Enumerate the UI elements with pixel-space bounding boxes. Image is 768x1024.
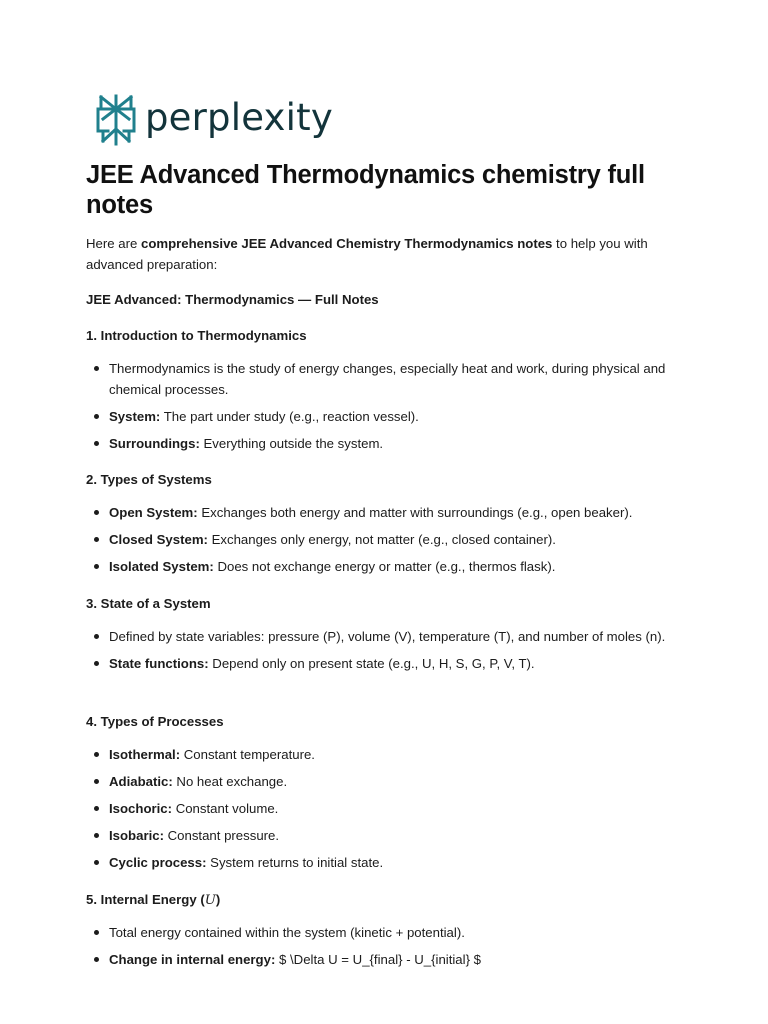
list-item (86, 529, 686, 550)
section-heading-close: ) (215, 892, 221, 907)
item-text: The part under study (e.g., reaction vessel). (160, 409, 419, 424)
item-term: Isobaric: (109, 828, 164, 843)
item-term: Isothermal: (109, 747, 181, 762)
list-item (86, 922, 686, 943)
perplexity-logo (95, 92, 333, 148)
item-text: Exchanges both energy and matter with surroundings (e.g., open beaker). (197, 505, 633, 520)
item-text: Constant pressure. (163, 828, 280, 843)
doc-heading: JEE Advanced: Thermodynamics — Full Notes (86, 292, 379, 307)
section-heading (86, 889, 686, 911)
list-item (86, 825, 686, 846)
item-text: $ \Delta U = U_{final} - U_{initial} $ (275, 952, 481, 967)
intro-bold: comprehensive JEE Advanced Chemistry Thermodynamics notes (140, 236, 553, 251)
section-list (86, 744, 686, 873)
item-text: Depend only on present state (e.g., U, H, S, G, P, V, T). (208, 656, 535, 671)
item-term: Isochoric: (109, 801, 173, 816)
item-text: Thermodynamics is the study of energy changes, especially heat and work, during physical and chemical processes. (109, 361, 666, 397)
list-item (86, 949, 686, 970)
section-list (86, 626, 686, 674)
item-term: Isolated System: (109, 559, 214, 574)
page-title: JEE Advanced Thermodynamics chemistry full notes (86, 161, 645, 219)
section-heading: 3. State of a System (86, 596, 211, 611)
item-text: No heat exchange. (172, 774, 288, 789)
item-text: Constant temperature. (180, 747, 315, 762)
item-term: Closed System: (109, 532, 208, 547)
list-item (86, 771, 686, 792)
item-text: Does not exchange energy or matter (e.g., thermos flask). (213, 559, 556, 574)
list-item (86, 852, 686, 873)
list-item (86, 798, 686, 819)
list-item (86, 502, 686, 523)
item-term: Adiabatic: (109, 774, 173, 789)
section-heading-text: 5. Internal Energy ( (86, 892, 205, 907)
list-item (86, 406, 686, 427)
item-text: Everything outside the system. (199, 436, 384, 451)
item-term: Change in internal energy: (109, 952, 276, 967)
intro-suffix: to help you with advanced preparation: (86, 236, 648, 272)
item-text: Defined by state variables: pressure (P), volume (V), temperature (T), and number of moles (n). (109, 629, 666, 644)
section-list (86, 922, 686, 970)
item-text: System returns to initial state. (206, 855, 384, 870)
list-item (86, 556, 686, 577)
section-heading: 1. Introduction to Thermodynamics (86, 328, 307, 343)
list-item (86, 744, 686, 765)
item-text: Constant volume. (172, 801, 279, 816)
item-term: Cyclic process: (109, 855, 207, 870)
section-heading-symbol: U (204, 893, 216, 908)
item-term: Open System: (109, 505, 198, 520)
item-text: Total energy contained within the system (kinetic + potential). (109, 925, 465, 940)
intro-paragraph (86, 233, 686, 275)
section-list (86, 502, 686, 577)
item-term: Surroundings: (109, 436, 200, 451)
section-heading: 2. Types of Systems (86, 472, 212, 487)
brand-name: perplexity (145, 95, 333, 139)
list-item (86, 626, 686, 647)
list-item (86, 653, 686, 674)
list-item (86, 433, 686, 454)
list-item (86, 358, 686, 400)
section-heading: 4. Types of Processes (86, 714, 224, 729)
perplexity-logo-icon (95, 94, 137, 146)
item-term: State functions: (109, 656, 209, 671)
intro-prefix: Here are (86, 236, 141, 251)
item-text: Exchanges only energy, not matter (e.g., closed container). (207, 532, 556, 547)
section-list (86, 358, 686, 454)
item-term: System: (109, 409, 161, 424)
